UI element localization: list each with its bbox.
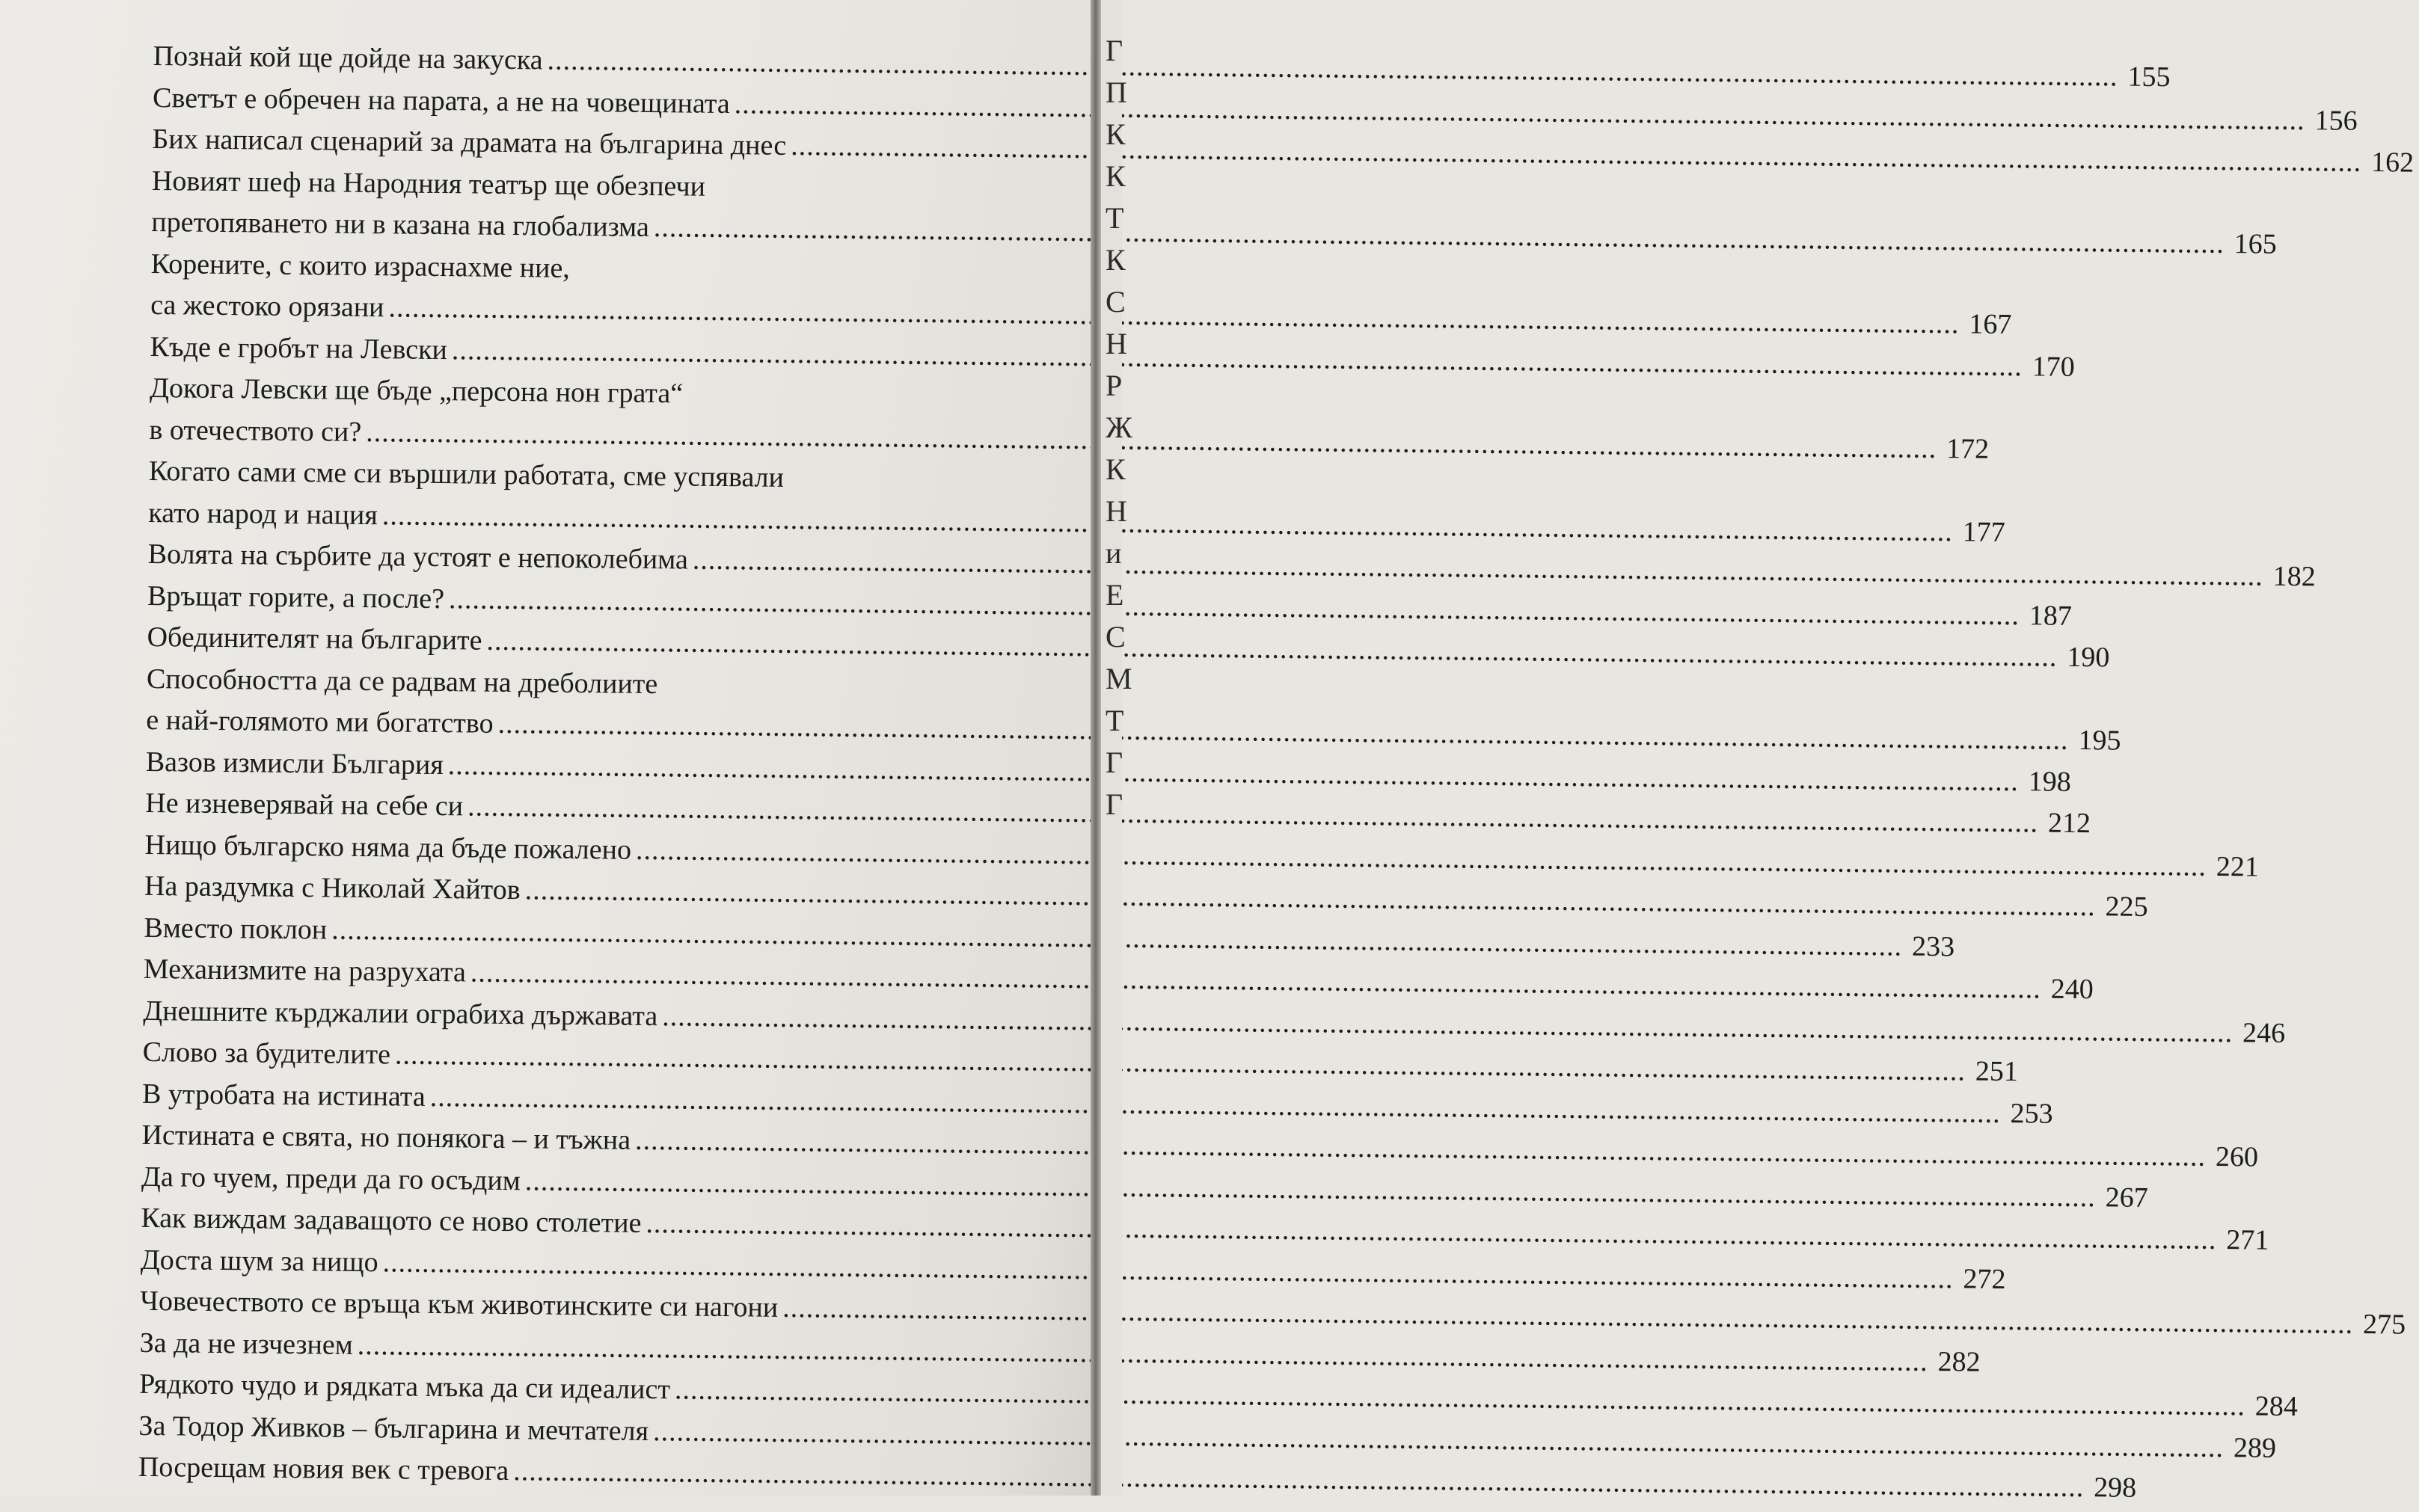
toc-entry-title-line: Вместо поклон <box>144 912 328 945</box>
adjacent-page-letter: Г <box>1106 746 1123 779</box>
toc-entry <box>148 451 2005 548</box>
toc-page-number: 225 <box>2105 891 2148 923</box>
toc-entry-title-line: като народ и нация <box>148 497 378 531</box>
toc-page-number: 221 <box>2216 850 2260 883</box>
adjacent-page-letter: Е <box>1106 578 1124 612</box>
toc-page-number: 182 <box>2272 560 2317 593</box>
toc-entry-title-line: Волята на сърбите да устоят е непоколебима <box>147 538 689 576</box>
toc-entry-title-line: Светът е обречен на парата, а не на човещината <box>152 82 730 120</box>
toc-entry-title-line: Обединителят на българите <box>147 621 482 657</box>
toc-page-number: 177 <box>1962 515 2005 548</box>
toc-entry-title-line: Да го чуем, преди да го осъдим <box>141 1161 521 1196</box>
adjacent-page-letter: Ж <box>1106 411 1132 444</box>
toc-page-number: 187 <box>2029 599 2073 632</box>
toc-page-number: 190 <box>2067 641 2110 674</box>
table-of-contents <box>138 36 2415 1504</box>
adjacent-page-letters <box>1106 30 1132 826</box>
toc-page-number: 275 <box>2362 1309 2406 1341</box>
toc-page-number: 298 <box>2093 1472 2137 1504</box>
toc-page-number: 284 <box>2254 1390 2299 1423</box>
toc-entry-row <box>138 1447 2137 1504</box>
adjacent-page-letter: Г <box>1106 34 1123 67</box>
adjacent-page-letter: Г <box>1106 787 1123 821</box>
toc-page-number: 156 <box>2314 104 2358 137</box>
toc-entry-title-line: Докога Левски ще бъде „персона нон грата“ <box>149 372 684 410</box>
toc-entry-title-line: Посрещам новия век с тревога <box>138 1451 509 1487</box>
toc-page-number: 167 <box>1969 308 2012 341</box>
toc-entry-title-line: Къде е гробът на Левски <box>150 331 448 366</box>
adjacent-page-letter: С <box>1106 285 1126 319</box>
toc-entry-title-line: Рядкото чудо и рядката мъка да си идеалист <box>138 1368 671 1406</box>
adjacent-page-letter: К <box>1106 159 1126 193</box>
book-gutter <box>1091 0 1101 1496</box>
adjacent-page-letter: К <box>1106 117 1126 151</box>
toc-page-number: 198 <box>2028 765 2071 798</box>
toc-page-number: 251 <box>1975 1055 2019 1088</box>
toc-entry-title-line: Истината е свята, но понякога – и тъжна <box>141 1119 631 1156</box>
toc-page-number: 195 <box>2078 725 2121 757</box>
toc-page-number: 165 <box>2233 228 2277 260</box>
toc-entry-title-line: Днешните кърджалии ограбиха държавата <box>143 995 658 1032</box>
toc-page-number: 253 <box>2010 1097 2053 1130</box>
toc-entry-title-line: в отечеството си? <box>149 414 362 448</box>
toc-entry <box>138 1447 2137 1504</box>
adjacent-page-letter: С <box>1106 620 1126 654</box>
toc-entry-title-line: Познай кой ще дойде на закуска <box>153 40 543 76</box>
toc-entry-title-line: Механизмите на разрухата <box>143 953 467 989</box>
adjacent-page-letter: Н <box>1106 327 1127 360</box>
toc-page-number: 170 <box>2032 350 2075 383</box>
adjacent-page-letter: Т <box>1106 201 1124 235</box>
toc-page-number: 282 <box>1937 1345 1981 1378</box>
toc-entry-title-line: На раздумка с Николай Хайтов <box>144 870 521 906</box>
toc-entry-title-line: претопяването ни в казана на глобализма <box>151 206 650 243</box>
toc-entry-title-line: Способността да се радвам на дреболиите <box>146 663 658 700</box>
adjacent-page-letter: П <box>1106 76 1127 109</box>
toc-page-number: 289 <box>2233 1431 2277 1464</box>
toc-entry-title-line: Доста шум за нищо <box>140 1244 378 1278</box>
adjacent-page-letter: К <box>1106 452 1126 486</box>
toc-page-number: 212 <box>2047 807 2091 840</box>
toc-page-number: 233 <box>1911 930 1955 962</box>
toc-entry-title-line: За Тодор Живков – българина и мечтателя <box>138 1410 649 1447</box>
toc-page-number: 172 <box>1946 432 1990 465</box>
toc-entry-title-line: Корените, с които израснахме ние, <box>150 248 571 284</box>
toc-page-number: 267 <box>2105 1181 2148 1214</box>
adjacent-page-letter: и <box>1106 536 1122 570</box>
toc-page-number: 155 <box>2127 61 2171 93</box>
toc-entry-title-line: Новият шеф на Народния театър ще обезпечи <box>151 165 706 203</box>
adjacent-page-letter: К <box>1106 243 1126 277</box>
toc-entry-title-line: За да не изчезнем <box>139 1327 353 1361</box>
toc-entry-title-line: Как виждам задаващото се ново столетие <box>141 1202 642 1239</box>
toc-entry-title-line: Нищо българско няма да бъде пожалено <box>144 829 632 866</box>
toc-page-number: 240 <box>2050 973 2094 1006</box>
toc-page-number: 246 <box>2242 1016 2286 1049</box>
toc-entry-title-line: Човечеството се връща към животинските си нагони <box>140 1285 779 1324</box>
adjacent-page-letter: Т <box>1106 704 1124 737</box>
toc-page-number: 272 <box>1963 1262 2006 1295</box>
toc-entry <box>149 368 1990 465</box>
toc-entry-title-line: Вазов измисли България <box>145 746 444 781</box>
toc-entry-title-line: Когато сами сме си вършили работата, сме успявали <box>148 455 785 494</box>
toc-entry-title-line: Слово за будителите <box>142 1036 391 1071</box>
toc-entry-title-line: В утробата на истината <box>141 1078 426 1113</box>
toc-entry <box>150 243 2012 341</box>
toc-entry-title-line: е най-голямото ми богатство <box>146 704 494 740</box>
toc-entry-title-line: Не изневерявай на себе си <box>145 787 464 823</box>
adjacent-page-edge <box>1101 0 1132 1496</box>
toc-page-number: 162 <box>2370 147 2415 179</box>
toc-page-number: 271 <box>2226 1224 2269 1256</box>
toc-entry-title-line: Връщат горите, а после? <box>147 580 445 615</box>
adjacent-page-letter: Н <box>1106 494 1127 528</box>
toc-entry <box>151 160 2277 260</box>
toc-entry <box>146 658 2121 757</box>
adjacent-page-letter: Р <box>1106 369 1123 402</box>
toc-entry-title-line: Бих написал сценарий за драмата на българина днес <box>152 123 787 162</box>
toc-entry-title-line: са жестоко орязани <box>150 289 384 324</box>
toc-page-number: 260 <box>2215 1140 2259 1173</box>
adjacent-page-letter: М <box>1106 662 1132 695</box>
